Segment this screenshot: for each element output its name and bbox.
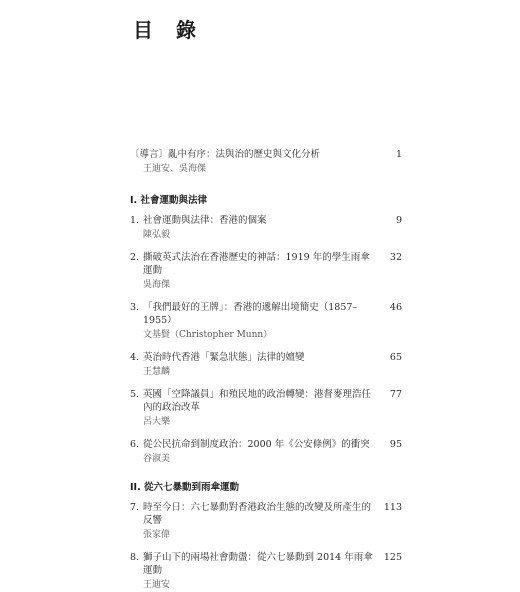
entry-number: 1. [130,215,140,226]
entry-title: 英國「空降議員」和殖民地的政治轉變：港督麥理浩任內的政治改革 [143,389,372,413]
toc-entry-intro [130,148,402,176]
entry-number: 5. [130,389,140,400]
entry-page: 113 [383,502,402,513]
entry-title: 從公民抗命到制度政治：2000 年《公安條例》的衝突 [143,439,370,450]
entry-author: 王迪安 [143,580,171,590]
entry-title: 獅子山下的兩場社會動盪：從六七暴動到 2014 年雨傘運動 [143,552,373,576]
entry-title: 英治時代香港「緊急狀態」法律的嬗變 [143,352,305,363]
entry-page: 125 [383,552,402,563]
entry-page: 46 [389,302,402,313]
entry-title: 社會運動與法律：香港的個案 [143,215,267,226]
section-1 [130,194,402,466]
entry-page: 77 [389,389,402,400]
toc-entry [130,301,402,342]
entry-author: 陳弘毅 [143,230,171,240]
section-heading: I. 社會運動與法律 [130,195,207,206]
entry-author: 呂大樂 [143,417,171,427]
page-title: 目 錄 [133,18,204,42]
toc-entry [130,251,402,292]
entry-number: 6. [130,439,140,450]
toc-entry [130,438,402,466]
entry-page: 95 [389,439,402,450]
entry-page: 32 [389,252,402,263]
entry-page: 9 [395,215,402,226]
toc-entry [130,501,402,542]
entry-title: 〔導言〕亂中有序：法與治的歷史與文化分析 [130,149,321,160]
entry-title: 撕破英式法治在香港歷史的神話：1919 年的學生雨傘運動 [143,252,370,276]
entry-title: 時至今日：六七暴動對香港政治生態的改變及所產生的反響 [143,502,372,526]
toc-entry [130,214,402,242]
entry-number: 7. [130,502,140,513]
table-of-contents [130,148,402,592]
entry-author: 吳海傑 [143,280,171,290]
entry-number: 3. [130,302,140,313]
entry-number: 4. [130,352,140,363]
entry-page: 1 [395,149,402,160]
entry-author: 王慧麟 [143,367,171,377]
entry-author: 谷淑美 [143,454,171,464]
entry-title: 「我們最好的王牌」：香港的遞解出境簡史（1857–1955） [143,302,358,326]
entry-number: 8. [130,552,140,563]
toc-entry [130,551,402,592]
toc-entry [130,351,402,379]
entry-page: 65 [389,352,402,363]
section-2 [130,481,402,592]
toc-entry [130,388,402,429]
section-heading: II. 從六七暴動到雨傘運動 [130,482,239,493]
entry-author: 王迪安、吳海傑 [143,164,207,174]
entry-author: 張家偉 [143,530,171,540]
entry-number: 2. [130,252,140,263]
entry-author: 文基賢（Christopher Munn） [143,330,273,340]
